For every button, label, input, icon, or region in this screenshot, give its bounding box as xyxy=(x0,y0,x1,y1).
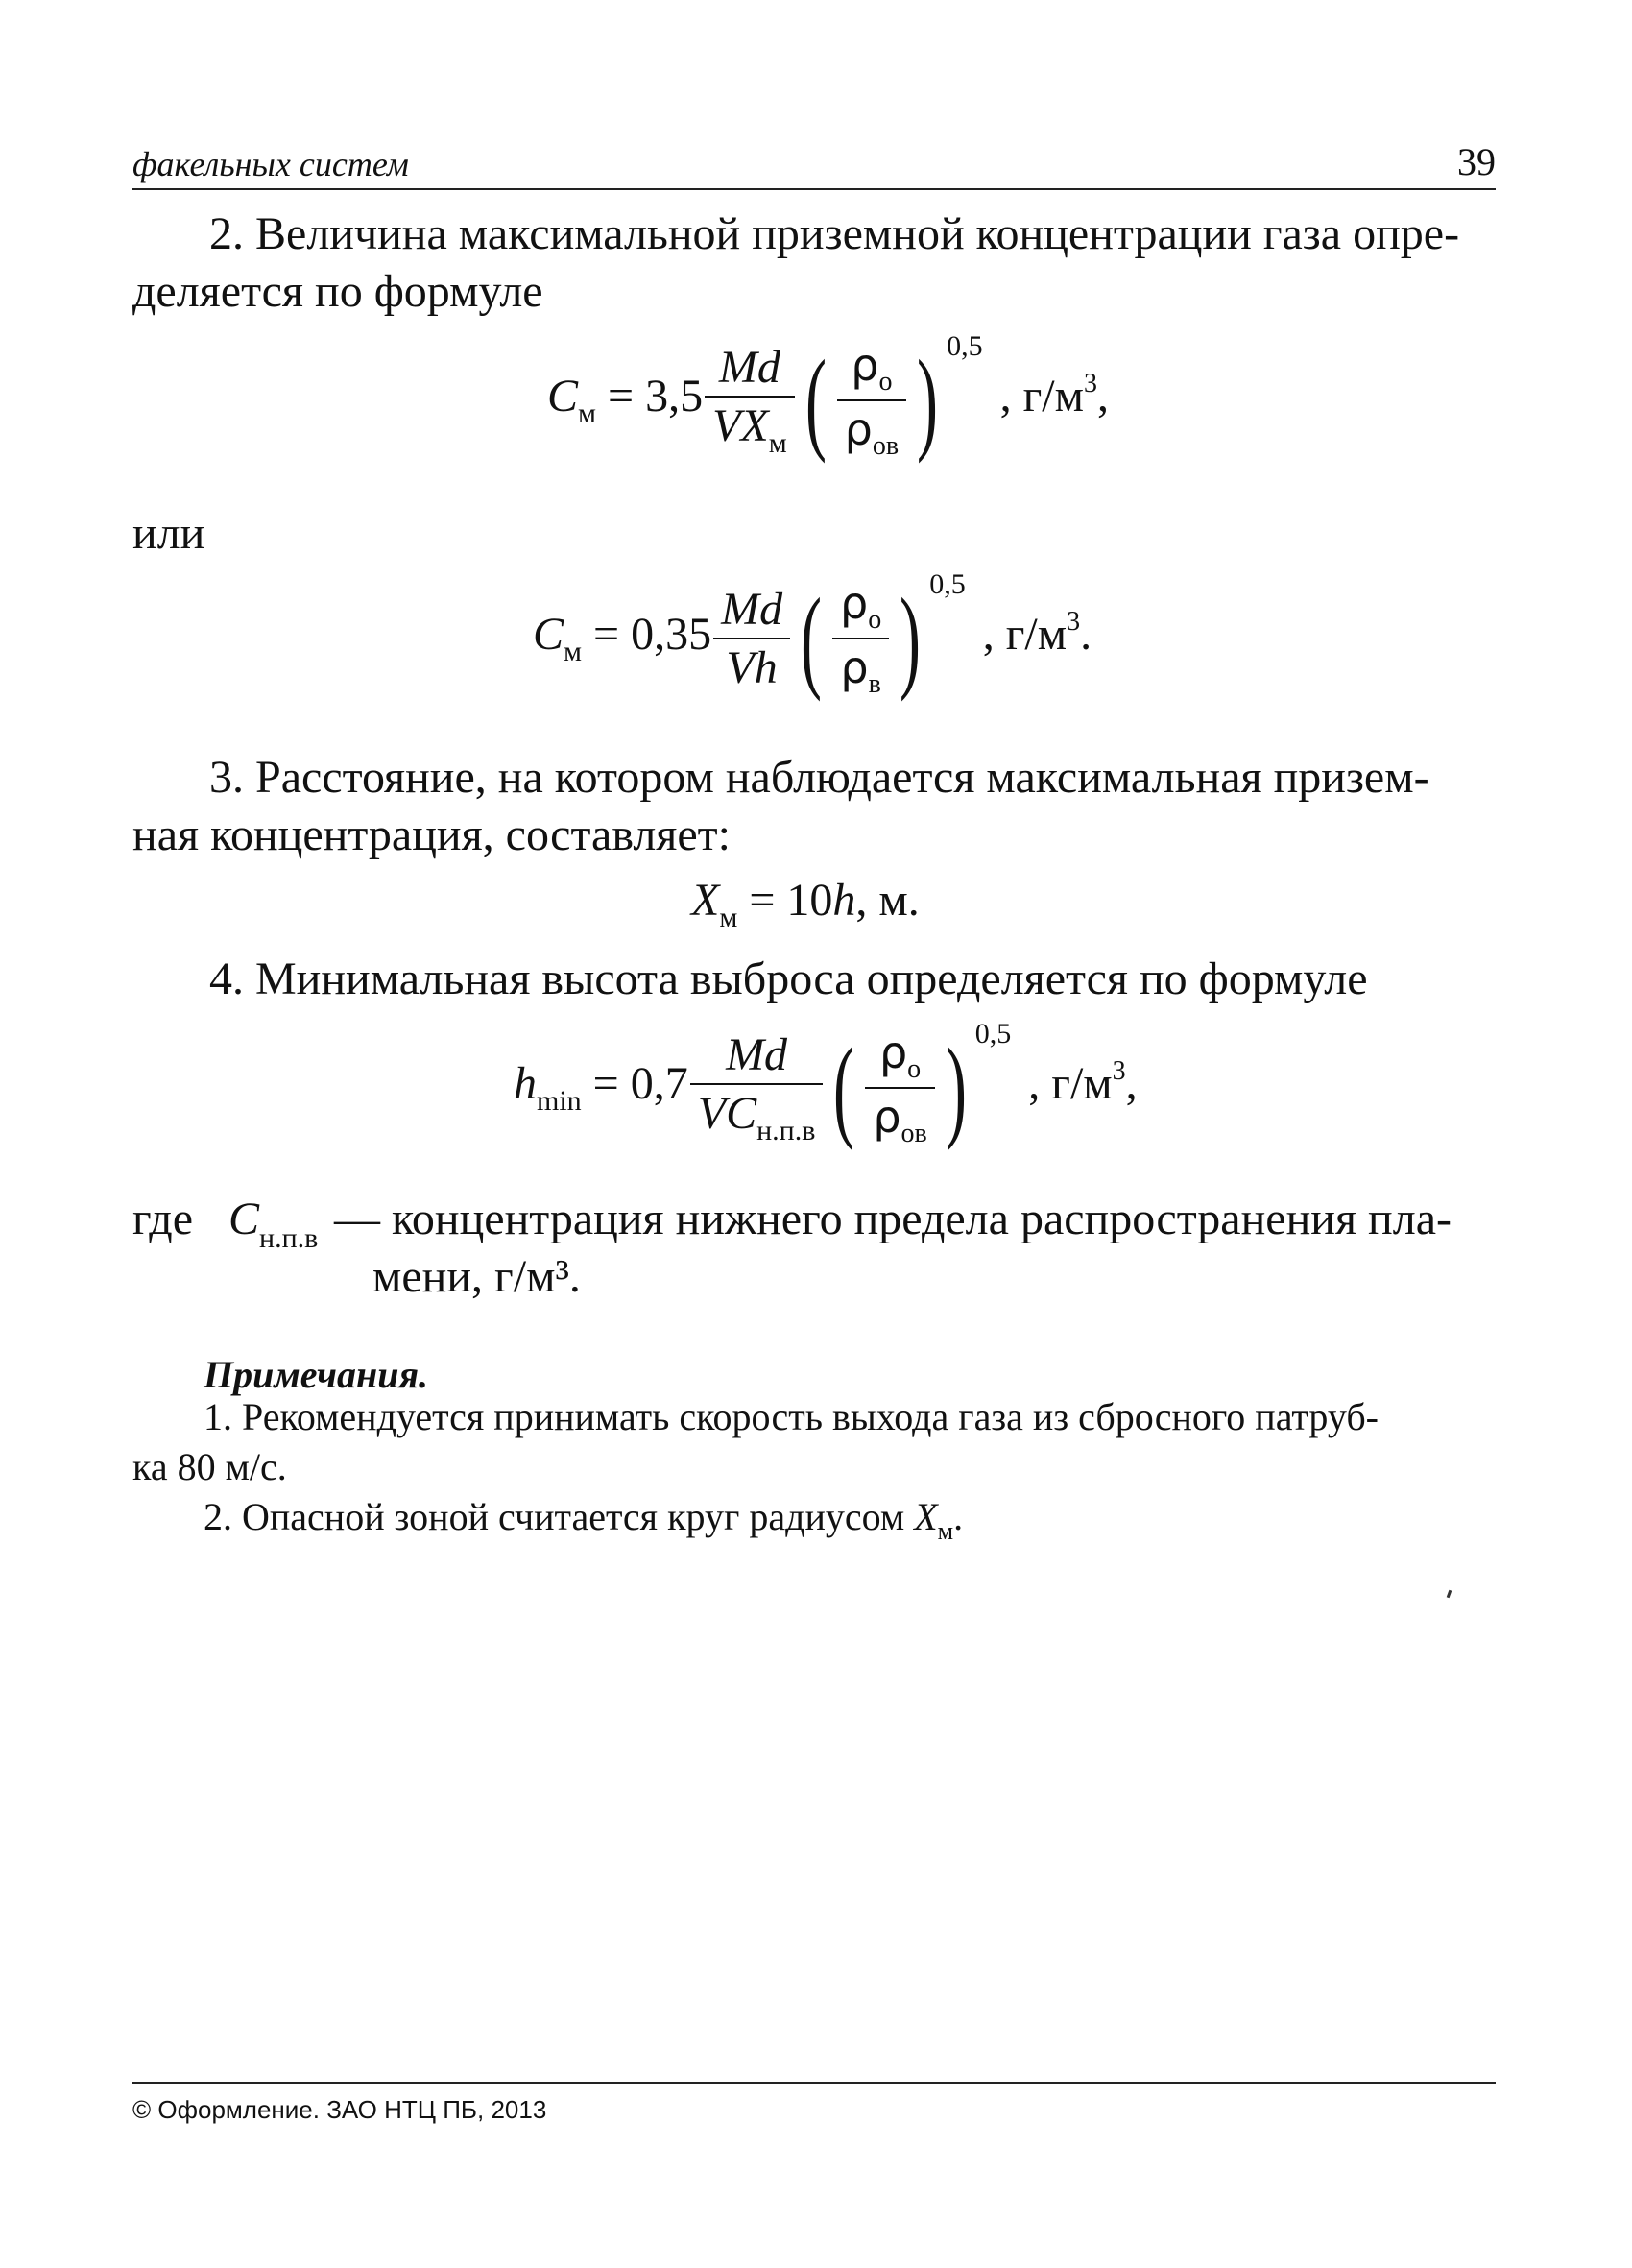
notes-title: Примечания. xyxy=(204,1353,429,1396)
formula-distance xyxy=(691,874,920,934)
paragraph-2 xyxy=(132,205,1496,321)
where-definition xyxy=(334,1191,1496,1306)
formula-3-rhs: = 10 xyxy=(749,875,833,926)
notes-list xyxy=(132,1392,1496,1556)
formula-3-lhs-sub: м xyxy=(719,902,738,933)
note-2-text: 2. Опасной зоной считается круг радиусом xyxy=(204,1495,915,1538)
formula-4-lhs-sub: min xyxy=(537,1085,582,1117)
formula-concentration-1 xyxy=(547,330,1109,462)
paragraph-2-line-2: деляется по формуле xyxy=(132,266,543,317)
formula-3-unit: , м. xyxy=(855,875,920,926)
formula-2-density-ratio xyxy=(832,577,889,700)
formula-1-unit-exp: 3 xyxy=(1083,369,1097,398)
formula-1-unit: , г/м xyxy=(999,371,1084,422)
formula-4-unit: , г/м xyxy=(1028,1058,1113,1109)
formula-3-lhs: X xyxy=(691,875,720,926)
formula-1-rho-num: ρ xyxy=(851,338,879,391)
note-1-line-1: 1. Рекомендуется принимать скорость выхода газа из сбросного патруб- xyxy=(204,1395,1380,1438)
formula-4-denominator: VC xyxy=(697,1087,757,1139)
formula-2-lhs: C xyxy=(533,609,564,660)
formula-4-density-ratio xyxy=(865,1026,934,1149)
formula-1-fraction xyxy=(705,341,795,460)
paragraph-3-line-2: ная концентрация, составляет: xyxy=(132,809,731,860)
or-word xyxy=(132,505,1496,563)
formula-1-numerator: Md xyxy=(705,341,795,398)
formula-2-unit-tail: . xyxy=(1080,609,1092,660)
formula-1-lhs: C xyxy=(547,371,579,422)
formula-4-unit-exp: 3 xyxy=(1112,1056,1126,1086)
formula-1-denominator-sub: м xyxy=(768,426,787,459)
formula-2-rho-num: ρ xyxy=(840,576,869,629)
formula-2-rho-den: ρ xyxy=(840,640,869,693)
formula-4-rho-den-sub: ов xyxy=(900,1118,927,1148)
page-number: 39 xyxy=(1457,140,1496,183)
formula-4-unit-tail: , xyxy=(1125,1058,1138,1109)
formula-1-right-paren: ) xyxy=(917,335,939,464)
where-symbol xyxy=(228,1191,318,1267)
formula-1-density-ratio xyxy=(837,339,906,462)
formula-4-numerator: Md xyxy=(690,1028,824,1085)
formula-4-lhs: h xyxy=(514,1058,537,1109)
running-header xyxy=(132,140,1496,190)
formula-4-exponent: 0,5 xyxy=(974,1018,1012,1050)
formula-2-denominator: Vh xyxy=(726,641,778,693)
formula-2-rho-den-sub: в xyxy=(868,668,881,699)
formula-1-rho-num-sub: о xyxy=(878,366,893,397)
formula-2-unit-exp: 3 xyxy=(1067,607,1081,637)
or-word-text: или xyxy=(132,508,205,559)
formula-min-height xyxy=(514,1018,1138,1149)
formula-2-exponent: 0,5 xyxy=(929,568,966,600)
note-1-line-2: ка 80 м/с. xyxy=(132,1445,287,1488)
where-symbol-letter: C xyxy=(228,1194,260,1244)
formula-4-rho-num-sub: о xyxy=(907,1053,922,1084)
paragraph-4 xyxy=(132,951,1496,1008)
header-title: факельных систем xyxy=(132,145,409,183)
formula-2-lhs-sub: м xyxy=(564,636,582,667)
note-2 xyxy=(132,1492,1496,1556)
page-footer xyxy=(132,2082,1496,2124)
formula-2-rho-num-sub: о xyxy=(868,604,882,635)
formula-3-var: h xyxy=(832,875,856,926)
where-line-2: мени, г/м³. xyxy=(372,1251,581,1302)
formula-2-fraction xyxy=(713,583,790,694)
where-word: где xyxy=(132,1194,194,1244)
where-line-1: — концентрация нижнего предела распространения пла- xyxy=(334,1194,1452,1244)
note-2-var-sub: м xyxy=(937,1517,954,1545)
formula-1-unit-tail: , xyxy=(1096,371,1109,422)
formula-4-rho-num: ρ xyxy=(878,1025,908,1078)
paragraph-2-line-1: 2. Величина максимальной приземной концентрации газа опре- xyxy=(209,208,1460,259)
formula-4-denominator-sub: н.п.в xyxy=(756,1114,816,1146)
formula-2-coefficient: = 0,35 xyxy=(593,609,712,660)
formula-1-exponent: 0,5 xyxy=(947,330,983,362)
formula-1-lhs-sub: м xyxy=(578,398,596,429)
formula-2-right-paren: ) xyxy=(900,573,922,702)
note-2-tail: . xyxy=(953,1495,964,1538)
formula-4-fraction xyxy=(690,1028,824,1147)
formula-2-numerator: Md xyxy=(713,583,790,639)
formula-1-rho-den-sub: ов xyxy=(872,430,900,461)
footer-copyright: © Оформление. ЗАО НТЦ ПБ, 2013 xyxy=(132,2095,547,2124)
formula-1-rho-den: ρ xyxy=(844,402,873,455)
note-2-variable xyxy=(914,1495,954,1545)
formula-1-denominator: VX xyxy=(712,399,769,451)
formula-1-coefficient: = 3,5 xyxy=(608,371,704,422)
formula-4-left-paren: ( xyxy=(833,1023,855,1151)
formula-1-left-paren: ( xyxy=(804,335,827,464)
formula-4-right-paren: ) xyxy=(945,1023,967,1151)
formula-4-coefficient: = 0,7 xyxy=(592,1058,688,1109)
formula-4-rho-den: ρ xyxy=(873,1090,901,1143)
note-2-var-letter: X xyxy=(914,1495,938,1538)
paragraph-3-line-1: 3. Расстояние, на котором наблюдается максимальная призем- xyxy=(209,752,1429,803)
formula-concentration-2 xyxy=(533,568,1092,700)
formula-2-left-paren: ( xyxy=(801,573,823,702)
paragraph-4-line-1: 4. Минимальная высота выброса определяется по формуле xyxy=(209,953,1368,1004)
paragraph-3 xyxy=(132,749,1496,864)
stray-mark xyxy=(1447,1590,1452,1599)
where-symbol-sub: н.п.в xyxy=(259,1222,319,1254)
formula-2-unit: , г/м xyxy=(982,609,1068,660)
